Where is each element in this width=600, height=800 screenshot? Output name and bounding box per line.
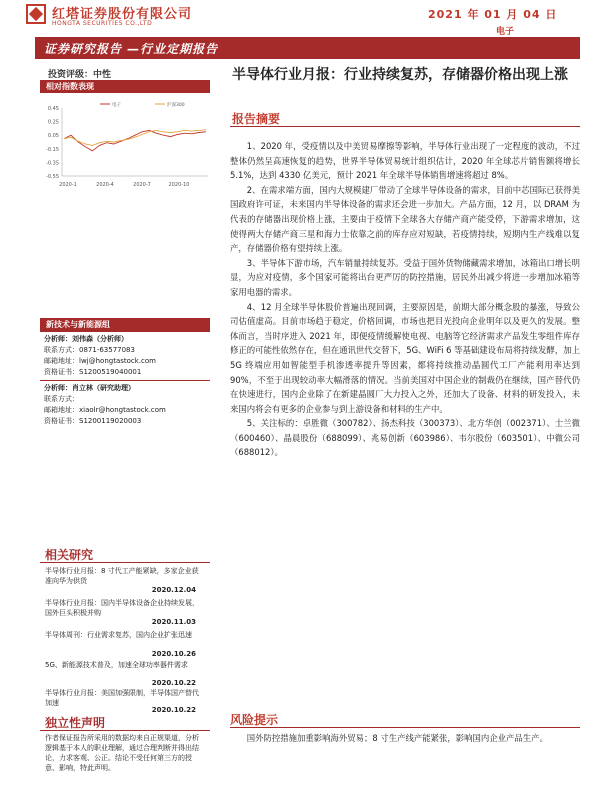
y-tick-label: -0.55	[46, 174, 59, 180]
investment-rating: 投资评级：中性	[48, 70, 112, 80]
index-section-bar	[40, 80, 210, 93]
team-section-title: 新技术与新能源组	[46, 320, 110, 329]
x-tick-label: 2020-4	[96, 182, 114, 188]
legend-label: 沪深300	[167, 103, 185, 108]
related-item-date: 2020.10.22	[151, 706, 196, 714]
disclaimer-title: 独立性声明	[45, 716, 106, 730]
legend-label: 电子	[112, 103, 121, 108]
divider	[40, 730, 210, 731]
series-line	[64, 130, 206, 146]
analyst-2-phone: 联系方式：	[44, 395, 79, 403]
report-title: 半导体行业月报：行业持续复苏，存储器价格出现上涨	[232, 67, 568, 83]
analyst-1-name: 分析师：刘伟森（分析师）	[44, 335, 128, 343]
analyst-1-email: 邮箱地址：lwj@hongtastock.com	[44, 357, 156, 365]
related-item[interactable]: 5G、新能源技术普及，加速全球功率器件需求	[45, 661, 188, 669]
logo-mark-icon	[26, 4, 46, 24]
related-item-date: 2020.11.03	[151, 618, 196, 626]
company-name: 红塔证券股份有限公司	[52, 7, 193, 22]
summary-body	[230, 139, 580, 460]
analyst-2-email: 邮箱地址：xiaolr@hongtastock.com	[44, 406, 166, 414]
summary-paragraph: 1、2020 年，受疫情以及中美贸易摩擦等影响，半导体行业出现了一定程度的波动，不过整体仍然呈高速恢复的趋势，世界半导体贸易统计组织估计，2020 年全球芯片销售额将增长 5.1%，达到 4330 亿美元，预计 2021 年全球半导体销售增速将超过 8%。	[230, 141, 580, 181]
analyst-2	[44, 383, 166, 427]
summary-paragraph: 2、在需求端方面，国内大规模建厂带动了全球半导体设备的需求，目前中芯国际已获得美国政府许可证，未来国内半导体设备的需求还会进一步加大。产品方面，12 月，以 DRAM 为代表的存储器出现价格上涨，主要由于疫情下全球各大存储产商产能受停，下游需求增加，这使得两大存储产商三星和海力士依靠之前的库存应对短缺，若疫情持续，短期内生产线难以复产，存储器价格有望持续上涨。	[230, 184, 580, 254]
risk-text: 国外防控措施加重影响海外贸易；8 寸生产线产能紧张，影响国内企业产品生产。	[246, 733, 548, 743]
series-line	[64, 130, 206, 150]
related-item-date: 2020.12.04	[151, 586, 196, 594]
summary-paragraph: 3、半导体下游市场，汽车销量持续复苏。受益于国外货物储藏需求增加，冰箱出口增长明显，为应对疫情，多个国家可能将出台更严厉的防控措施，居民外出减少将进一步增加冰箱等家用电器的需求。	[230, 257, 580, 297]
analyst-2-cert: 资格证书：S1200119020003	[44, 417, 142, 425]
report-type-text: 证券研究报告 —行业定期报告	[44, 42, 219, 56]
related-item[interactable]: 半导体周刊：行业需求复苏，国内企业扩张迅速	[45, 631, 192, 639]
related-item[interactable]: 半导体行业月报：美国加强限制，半导体国产替代加速	[45, 689, 199, 707]
summary-title: 报告摘要	[232, 112, 281, 126]
index-section-title: 相对指数表现	[46, 82, 94, 91]
related-research-title: 相关研究	[45, 548, 94, 562]
analyst-2-name: 分析师：肖立林（研究助理）	[44, 384, 135, 392]
y-tick-label: -0.15	[46, 146, 59, 153]
related-item-date: 2020.10.22	[151, 679, 196, 687]
industry-label: 电子	[496, 27, 515, 37]
x-tick-label: 2020-7	[133, 182, 151, 188]
divider	[40, 562, 210, 563]
risk-title: 风险提示	[230, 713, 279, 727]
disclaimer-text: 作者保证报告所采用的数据均来自正规渠道，分析逻辑基于本人的职业理解，通过合理判断并得出结论，力求客观、公正。结论不受任何第三方的授意、影响，特此声明。	[45, 734, 199, 772]
analyst-1-phone: 联系方式：0871-63577083	[44, 346, 135, 354]
y-tick-label: 0.05	[47, 133, 59, 140]
team-section-bar	[40, 318, 210, 331]
analyst-1	[44, 334, 156, 378]
relative-index-chart	[40, 98, 212, 193]
y-axis-ticks	[46, 106, 59, 180]
divider	[40, 380, 210, 381]
divider	[230, 126, 580, 127]
x-tick-label: 2020-10	[168, 182, 190, 188]
divider	[230, 727, 580, 728]
related-item-date: 2020.10.26	[151, 650, 196, 658]
x-axis-ticks	[59, 182, 189, 188]
related-item[interactable]: 半导体行业月报：8 寸代工产能紧缺，多家企业获准向华为供货	[45, 567, 199, 585]
summary-paragraph: 4、12 月全球半导体股价普遍出现回调，主要原因是，前期大部分概念股的暴涨，导致公司估值虚高。目前市场趋于稳定，价格回调，市场也把目光投向企业明年以及更久的发展。整体而言，当时序进入 2021 年，即便疫情缓解使电视、电脑等它经济需求产品发生零组件库存修正的可能性依然存在，但在通讯世代交替下，5G、WiFi 6 等基础建设布局将持续发酵，加上 5G 终端应用如智能型手机渗透率提升等因素，都将持续推动晶圆代工厂产能利用率达到 90%，不至于出现较动率大幅滑落的情况。当前美国对中国企业的制裁仍在继续，国产替代仍在快速进行，国内企业除了在新建晶圆厂大力投入之外，还加大了设备、材料的研发投入，未来国内将会有更多的企业参与到上游设备和材料的生产中。	[230, 301, 580, 414]
report-date: 2021 年 01 月 04 日	[428, 8, 558, 21]
related-item[interactable]: 半导体行业月报：国内半导体设备企业持续发展，国外巨头积极并购	[45, 599, 199, 617]
divider	[40, 331, 210, 332]
y-tick-label: 0.45	[47, 106, 59, 112]
chart-legend	[100, 101, 185, 108]
y-tick-label: -0.35	[46, 160, 59, 167]
y-tick-label: 0.25	[47, 119, 59, 126]
summary-paragraph: 5、关注标的：卓胜微（300782）、扬杰科技（300373）、北方华创（002371）、士兰微（600460）、晶晨股份（688099）、兆易创新（603986）、韦尔股份（603501）、中微公司（688012）。	[230, 418, 580, 458]
x-tick-label: 2020-1	[59, 182, 77, 188]
analyst-1-cert: 资格证书：S1200519040001	[44, 368, 142, 376]
chart-series	[64, 130, 206, 151]
company-name-en: HONGTA SECURITIES CO.,LTD	[52, 20, 153, 27]
